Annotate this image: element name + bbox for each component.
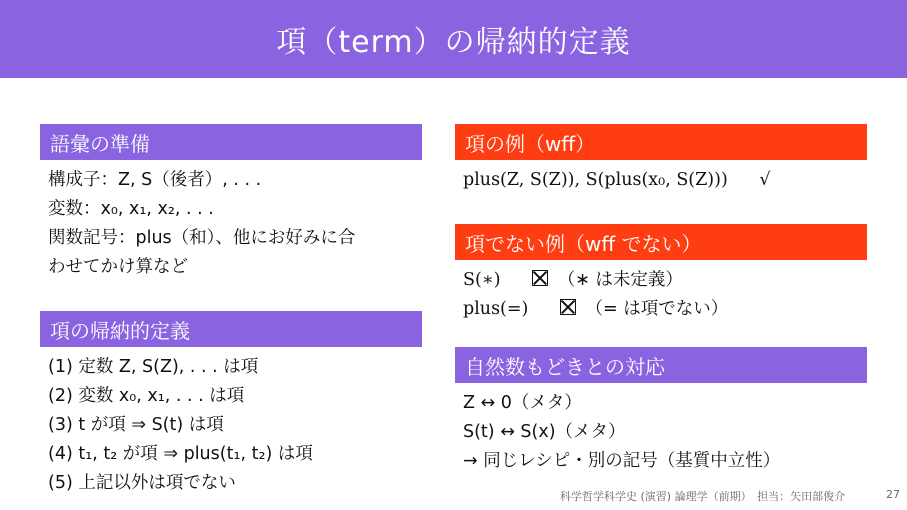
slide-title: 項（term）の帰納的定義 <box>276 25 631 60</box>
non-term-expr: S(∗) <box>463 270 501 290</box>
term-example-body <box>455 160 867 195</box>
non-term-example-block <box>455 224 867 324</box>
vocabulary-block <box>40 124 422 282</box>
check-mark-icon: √ <box>759 170 771 190</box>
page-number: 27 <box>886 488 900 501</box>
non-term-row <box>463 266 859 295</box>
correspondence-line: S(t) ↔ S(x)（メタ） <box>463 422 626 442</box>
term-example-heading: 項の例（wff） <box>455 124 867 160</box>
non-term-example-body <box>455 260 867 324</box>
vocabulary-heading: 語彙の準備 <box>40 124 422 160</box>
correspondence-line: → 同じレシピ・別の記号（基質中立性） <box>463 451 781 471</box>
rule-2: (2) 変数 x₀, x₁, . . . は項 <box>48 386 245 406</box>
title-bar <box>0 0 907 78</box>
non-term-note: （= は項でない） <box>585 299 729 319</box>
vocabulary-body <box>40 160 422 282</box>
rule-5: (5) 上記以外は項でない <box>48 473 236 493</box>
inductive-definition-body <box>40 347 422 498</box>
rule-3: (3) t が項 ⇒ S(t) は項 <box>48 415 224 435</box>
footer-text: 科学哲学科学史 (演習) 論理学（前期） 担当：矢田部俊介 <box>560 490 846 503</box>
crossed-box-icon <box>532 270 548 286</box>
rule-4: (4) t₁, t₂ が項 ⇒ plus(t₁, t₂) は項 <box>48 444 313 464</box>
constructors-line: 構成子：Z, S（後者）, . . . <box>48 170 262 190</box>
term-example-expr: plus(Z, S(Z)), S(plus(x₀, S(Z))) <box>463 170 728 190</box>
variables-line: 変数：x₀, x₁, x₂, . . . <box>48 199 214 219</box>
non-term-expr: plus(=) <box>463 299 529 319</box>
correspondence-heading: 自然数もどきとの対応 <box>455 347 867 383</box>
non-term-note: （∗ は未定義） <box>557 270 683 290</box>
rule-1: (1) 定数 Z, S(Z), . . . は項 <box>48 357 259 377</box>
non-term-example-heading: 項でない例（wff でない） <box>455 224 867 260</box>
correspondence-block <box>455 347 867 476</box>
footer <box>560 488 900 504</box>
function-symbols-line-cont: わせてかけ算など <box>48 257 188 277</box>
term-example-block <box>455 124 867 195</box>
correspondence-body <box>455 383 867 476</box>
inductive-definition-block <box>40 311 422 498</box>
non-term-row <box>463 295 859 324</box>
function-symbols-line: 関数記号：plus（和）、他にお好みに合 <box>48 228 356 248</box>
correspondence-line: Z ↔ 0（メタ） <box>463 393 582 413</box>
inductive-definition-heading: 項の帰納的定義 <box>40 311 422 347</box>
crossed-box-icon <box>560 299 576 315</box>
